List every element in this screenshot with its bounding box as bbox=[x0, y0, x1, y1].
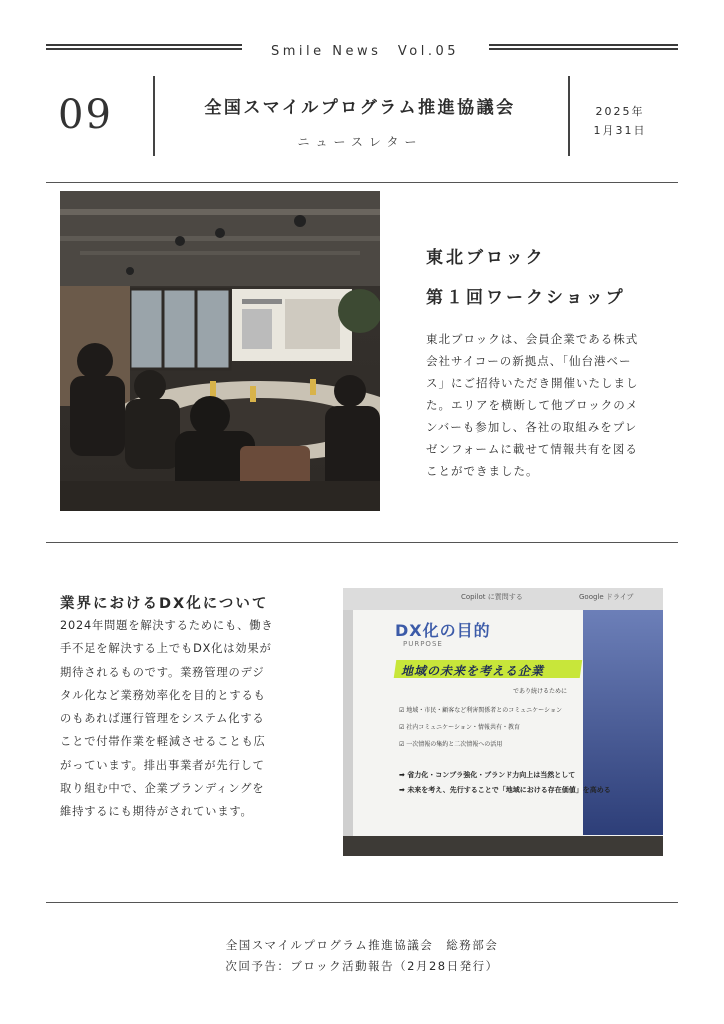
slide-check-item: ☑ 社内コミュニケーション・情報共有・教育 bbox=[399, 724, 520, 731]
slide-arrows bbox=[399, 768, 611, 798]
footer-organization: 全国スマイルプログラム推進協議会 総務部会 bbox=[225, 938, 499, 952]
browser-tab: Google ドライブ bbox=[579, 593, 634, 601]
slide-check-item: ☑ 地域・市民・顧客など利害関係者とのコミュニケーション bbox=[399, 707, 562, 714]
article1-line: ンバーも参加し、各社の取組みをプレ bbox=[426, 420, 638, 434]
workshop-photo bbox=[60, 191, 380, 511]
slide-arrow-text: 未来を考え、先行することで「地域における存在価値」を高める bbox=[407, 786, 611, 794]
slide-check-item: ☑ 一次情報の集約と二次情報への活用 bbox=[399, 741, 503, 748]
browser-tab: Copilot に質問する bbox=[461, 593, 523, 601]
article1-line: 会社サイコーの新拠点、「仙台港ベー bbox=[426, 354, 632, 368]
article1-line: ことができました。 bbox=[426, 464, 539, 478]
slide-arrow-text: 省力化・コンプラ強化・ブランド力向上は当然として bbox=[407, 771, 576, 779]
article2-line: タル化など業務効率化を目的とするも bbox=[60, 688, 266, 702]
page-subtitle: ニュースレター bbox=[297, 135, 423, 149]
article2-body bbox=[60, 614, 300, 824]
article2-line: 維持するにも期待がされています。 bbox=[60, 805, 253, 819]
article1-heading-line2: 第１回ワークショップ bbox=[426, 288, 626, 308]
article2-line: がっています。排出事業者が先行して bbox=[60, 758, 265, 772]
article1-body bbox=[426, 328, 666, 482]
footer-next-issue: 次回予告：ブロック活動報告（2月28日発行） bbox=[225, 959, 499, 973]
article2-line: ことで付帯作業を軽減させることも広 bbox=[60, 735, 266, 749]
article2-line: 取り組む中で、企業ブランディングを bbox=[60, 782, 265, 796]
workshop-photo-illustration bbox=[60, 191, 380, 511]
section-divider bbox=[46, 542, 678, 543]
article2-line: 手不足を解決する上でもDX化は効果が bbox=[60, 642, 272, 656]
series-label: Smile News Vol.05 bbox=[270, 44, 460, 59]
header-divider-left bbox=[153, 76, 155, 156]
slide-purpose-label: PURPOSE bbox=[403, 640, 443, 648]
taskbar bbox=[343, 836, 663, 856]
article2-line: 2024年問題を解決するためにも、働き bbox=[60, 619, 274, 632]
header-divider-right bbox=[568, 76, 570, 156]
article1-line: 東北ブロックは、会員企業である株式 bbox=[426, 332, 639, 346]
article1-line: た。エリアを横断して他ブロックのメ bbox=[426, 398, 639, 412]
dx-slide-photo bbox=[343, 588, 663, 856]
page-title: 全国スマイルプログラム推進協議会 bbox=[204, 98, 516, 118]
issue-number: 09 bbox=[58, 92, 113, 138]
slide-checklist bbox=[399, 702, 562, 753]
slide-check-text: 一次情報の集約と二次情報への活用 bbox=[406, 741, 503, 748]
slide-tagline: であり続けるために bbox=[513, 688, 568, 695]
footer-divider bbox=[46, 902, 678, 903]
issue-date-year: 2025年 bbox=[595, 105, 645, 118]
slide-check-text: 社内コミュニケーション・情報共有・教育 bbox=[406, 724, 520, 731]
slide-arrow-item: ➡ 省力化・コンプラ強化・ブランド力向上は当然として bbox=[399, 771, 576, 779]
slide-image-panel bbox=[583, 610, 663, 835]
slide-title: DX化の目的 bbox=[395, 621, 491, 640]
article1-line: ゼンフォームに載せて情報共有を図る bbox=[426, 442, 638, 456]
slide-arrow-item: ➡ 未来を考え、先行することで「地域における存在価値」を高める bbox=[399, 786, 611, 794]
article1-heading-line1: 東北ブロック bbox=[426, 248, 546, 268]
header-rule-right bbox=[489, 44, 678, 50]
article2-heading: 業界におけるDX化について bbox=[60, 596, 269, 612]
article1-line: ス」にご招待いただき開催いたしまし bbox=[426, 376, 639, 390]
header-rule-left bbox=[46, 44, 242, 50]
article2-line: 期待されるものです。業務管理のデジ bbox=[60, 665, 265, 679]
section-divider bbox=[46, 182, 678, 183]
slide-highlight-text: 地域の未来を考える企業 bbox=[401, 664, 545, 678]
article2-line: のもあれば運行管理をシステム化する bbox=[60, 712, 265, 726]
slide-check-text: 地域・市民・顧客など利害関係者とのコミュニケーション bbox=[406, 707, 562, 714]
issue-date-day: 1月31日 bbox=[593, 124, 647, 137]
